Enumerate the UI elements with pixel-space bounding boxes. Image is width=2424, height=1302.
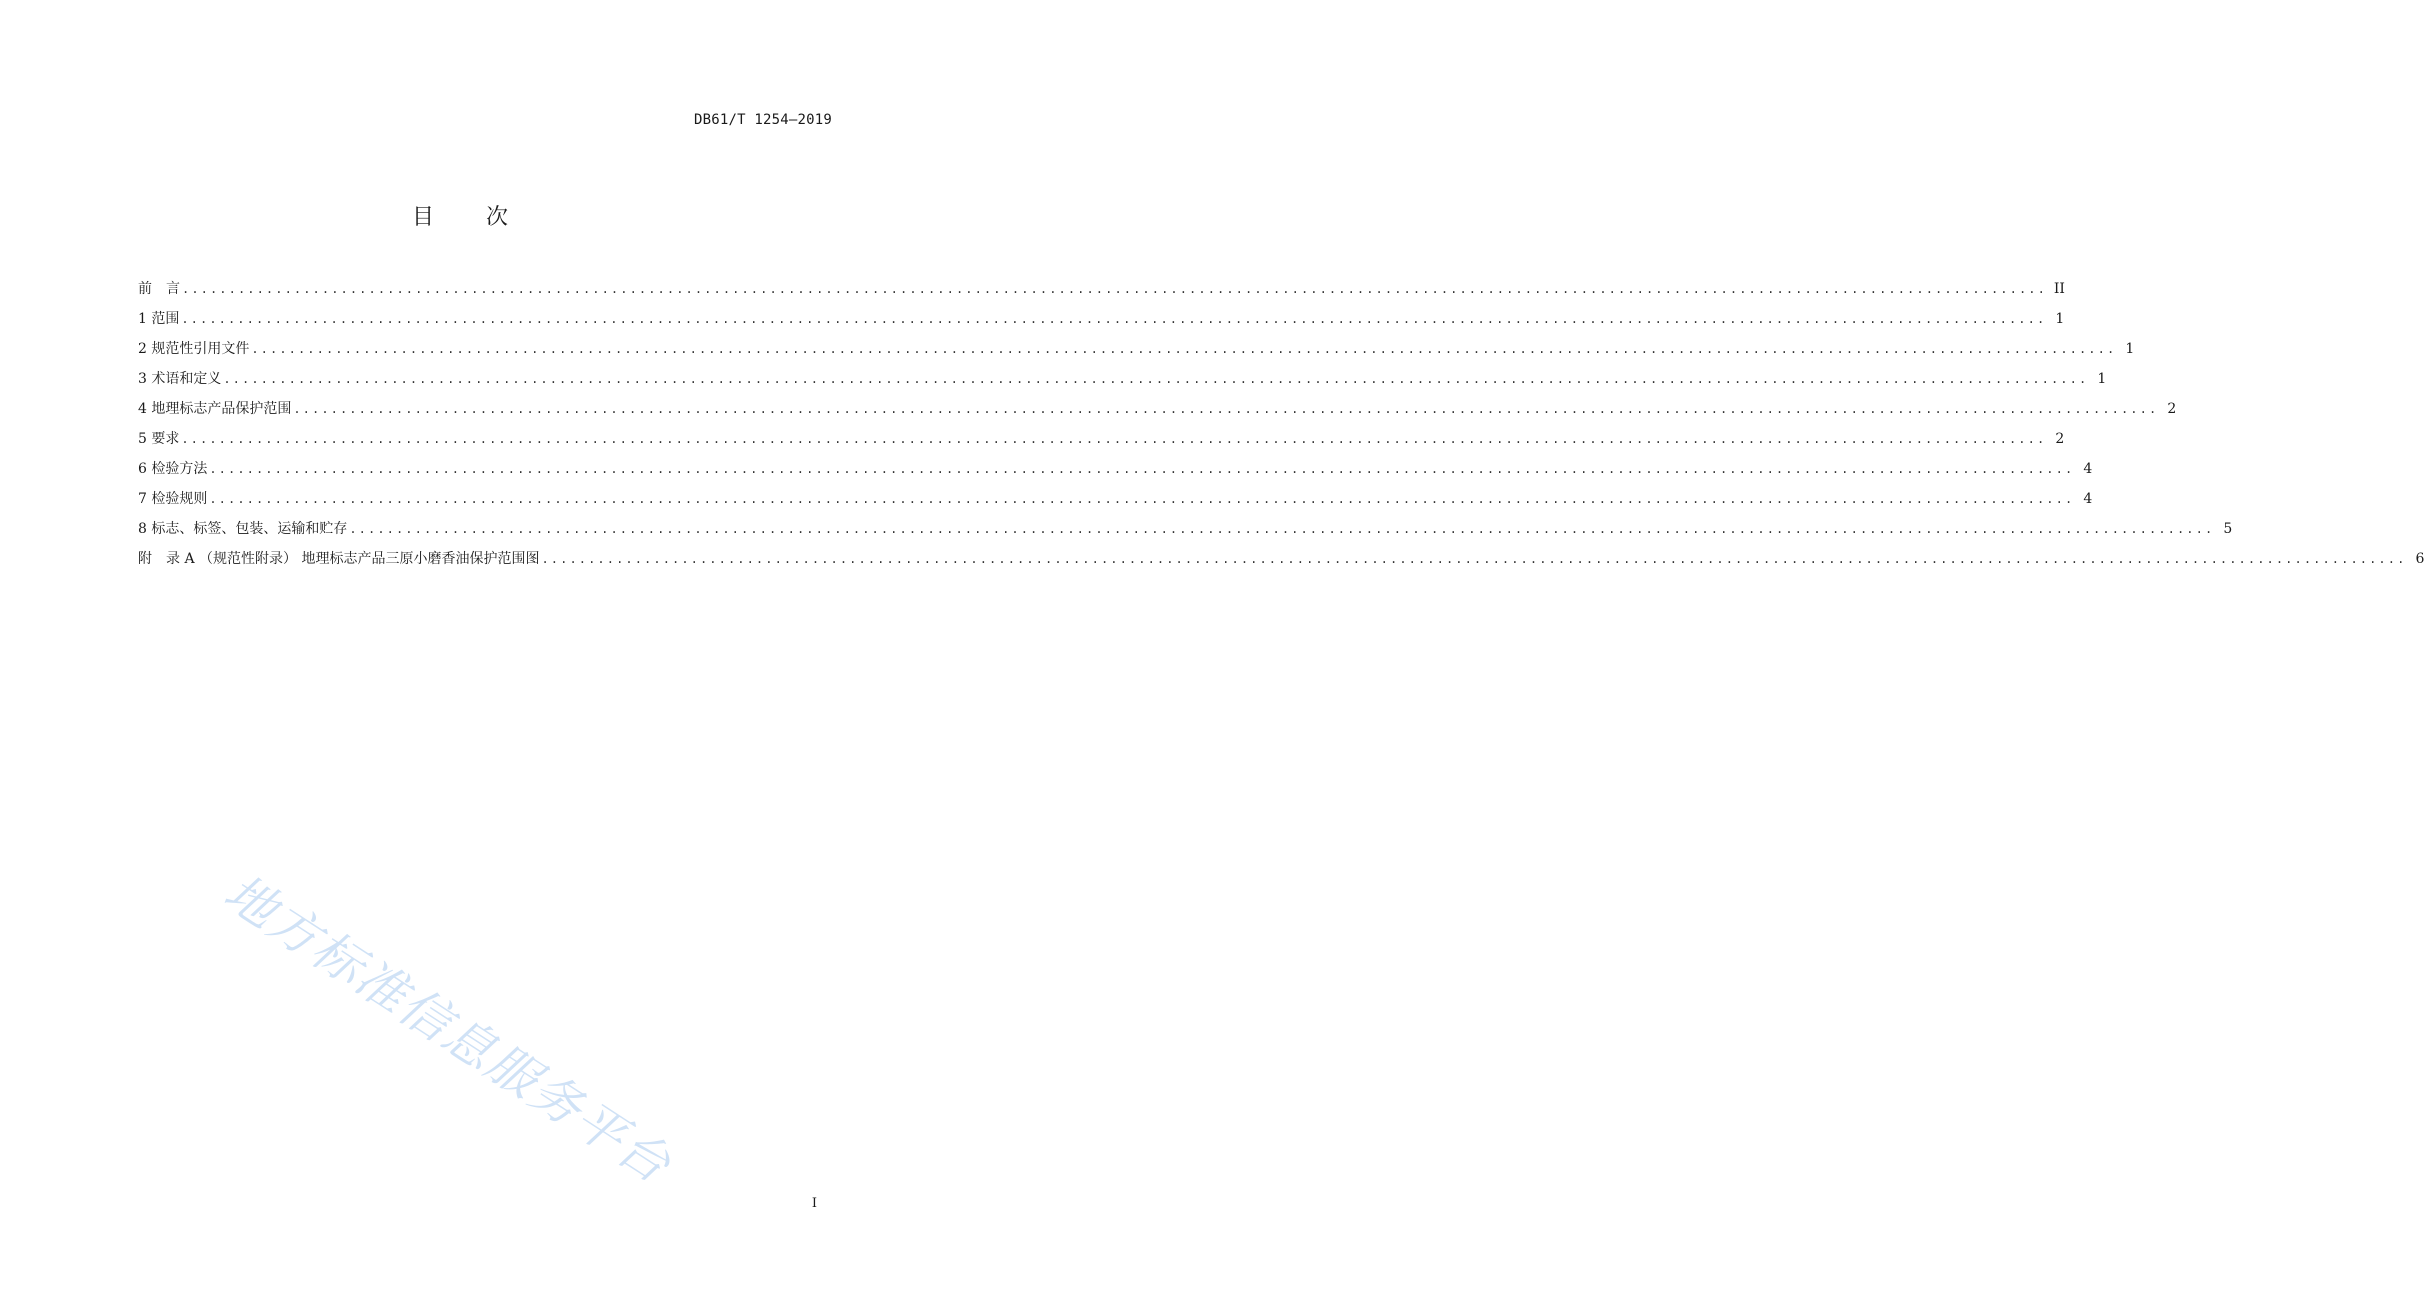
leader-dots: ........................................................................................................................................................................................................ (251, 342, 2117, 356)
toc-entry-label: 1 范围 (138, 311, 180, 327)
page-title-char-1: 目 (411, 205, 434, 230)
toc-entry-page: 4 (2083, 491, 2093, 507)
toc-entry-terms[interactable] (138, 369, 2107, 399)
page-number: I (811, 1196, 817, 1211)
toc-entry-page: 6 (2415, 551, 2424, 567)
toc-entry-label: 8 标志、标签、包装、运输和贮存 (138, 521, 348, 537)
toc-entry-label: 附 录 A （规范性附录） 地理标志产品三原小磨香油保护范围图 (138, 551, 540, 567)
page-title-char-2: 次 (486, 205, 509, 230)
toc-entry-page: 4 (2083, 461, 2093, 477)
toc-entry-normative-references[interactable] (138, 339, 2135, 369)
leader-dots: ........................................................................................................................................................................................................ (293, 402, 2159, 416)
toc-entry-page: 2 (2055, 431, 2065, 447)
leader-dots: ........................................................................................................................................................................................................ (181, 312, 2047, 326)
toc-entry-scope[interactable] (138, 309, 2065, 339)
toc-entry-inspection-rules[interactable] (138, 489, 2093, 519)
toc-list (138, 279, 2424, 579)
toc-entry-page: 1 (2097, 371, 2107, 387)
toc-entry-label: 2 规范性引用文件 (138, 341, 250, 357)
toc-entry-label: 5 要求 (138, 431, 180, 447)
toc-entry-protection-range[interactable] (138, 399, 2177, 429)
leader-dots: ........................................................................................................................................................................................................ (209, 462, 2075, 476)
toc-entry-label: 7 检验规则 (138, 491, 208, 507)
leader-dots: ........................................................................................................................................................................................................ (349, 522, 2215, 536)
toc-entry-label: 4 地理标志产品保护范围 (138, 401, 292, 417)
toc-entry-requirements[interactable] (138, 429, 2065, 459)
toc-entry-page: 5 (2223, 521, 2233, 537)
toc-entry-label: 6 检验方法 (138, 461, 208, 477)
page-title (0, 200, 920, 231)
leader-dots: ........................................................................................................................................................................................................ (541, 552, 2407, 566)
toc-entry-label: 3 术语和定义 (138, 371, 222, 387)
toc-entry-marking-packaging[interactable] (138, 519, 2233, 549)
toc-entry-label: 前 言 (138, 281, 180, 297)
leader-dots: ........................................................................................................................................................................................................ (182, 282, 2047, 296)
document-code: DB61/T 1254—2019 (693, 112, 832, 128)
leader-dots: ........................................................................................................................................................................................................ (209, 492, 2075, 506)
leader-dots: ........................................................................................................................................................................................................ (181, 432, 2047, 446)
toc-entry-annex-a[interactable] (138, 549, 2424, 579)
toc-entry-foreword[interactable] (138, 279, 2065, 309)
toc-entry-test-methods[interactable] (138, 459, 2093, 489)
toc-entry-page: 1 (2055, 311, 2065, 327)
leader-dots: ........................................................................................................................................................................................................ (223, 372, 2089, 386)
toc-entry-page: 2 (2167, 401, 2177, 417)
toc-entry-page: II (2053, 281, 2065, 297)
toc-entry-page: 1 (2125, 341, 2135, 357)
watermark: 地方标准信息服务平台 (214, 863, 682, 1195)
